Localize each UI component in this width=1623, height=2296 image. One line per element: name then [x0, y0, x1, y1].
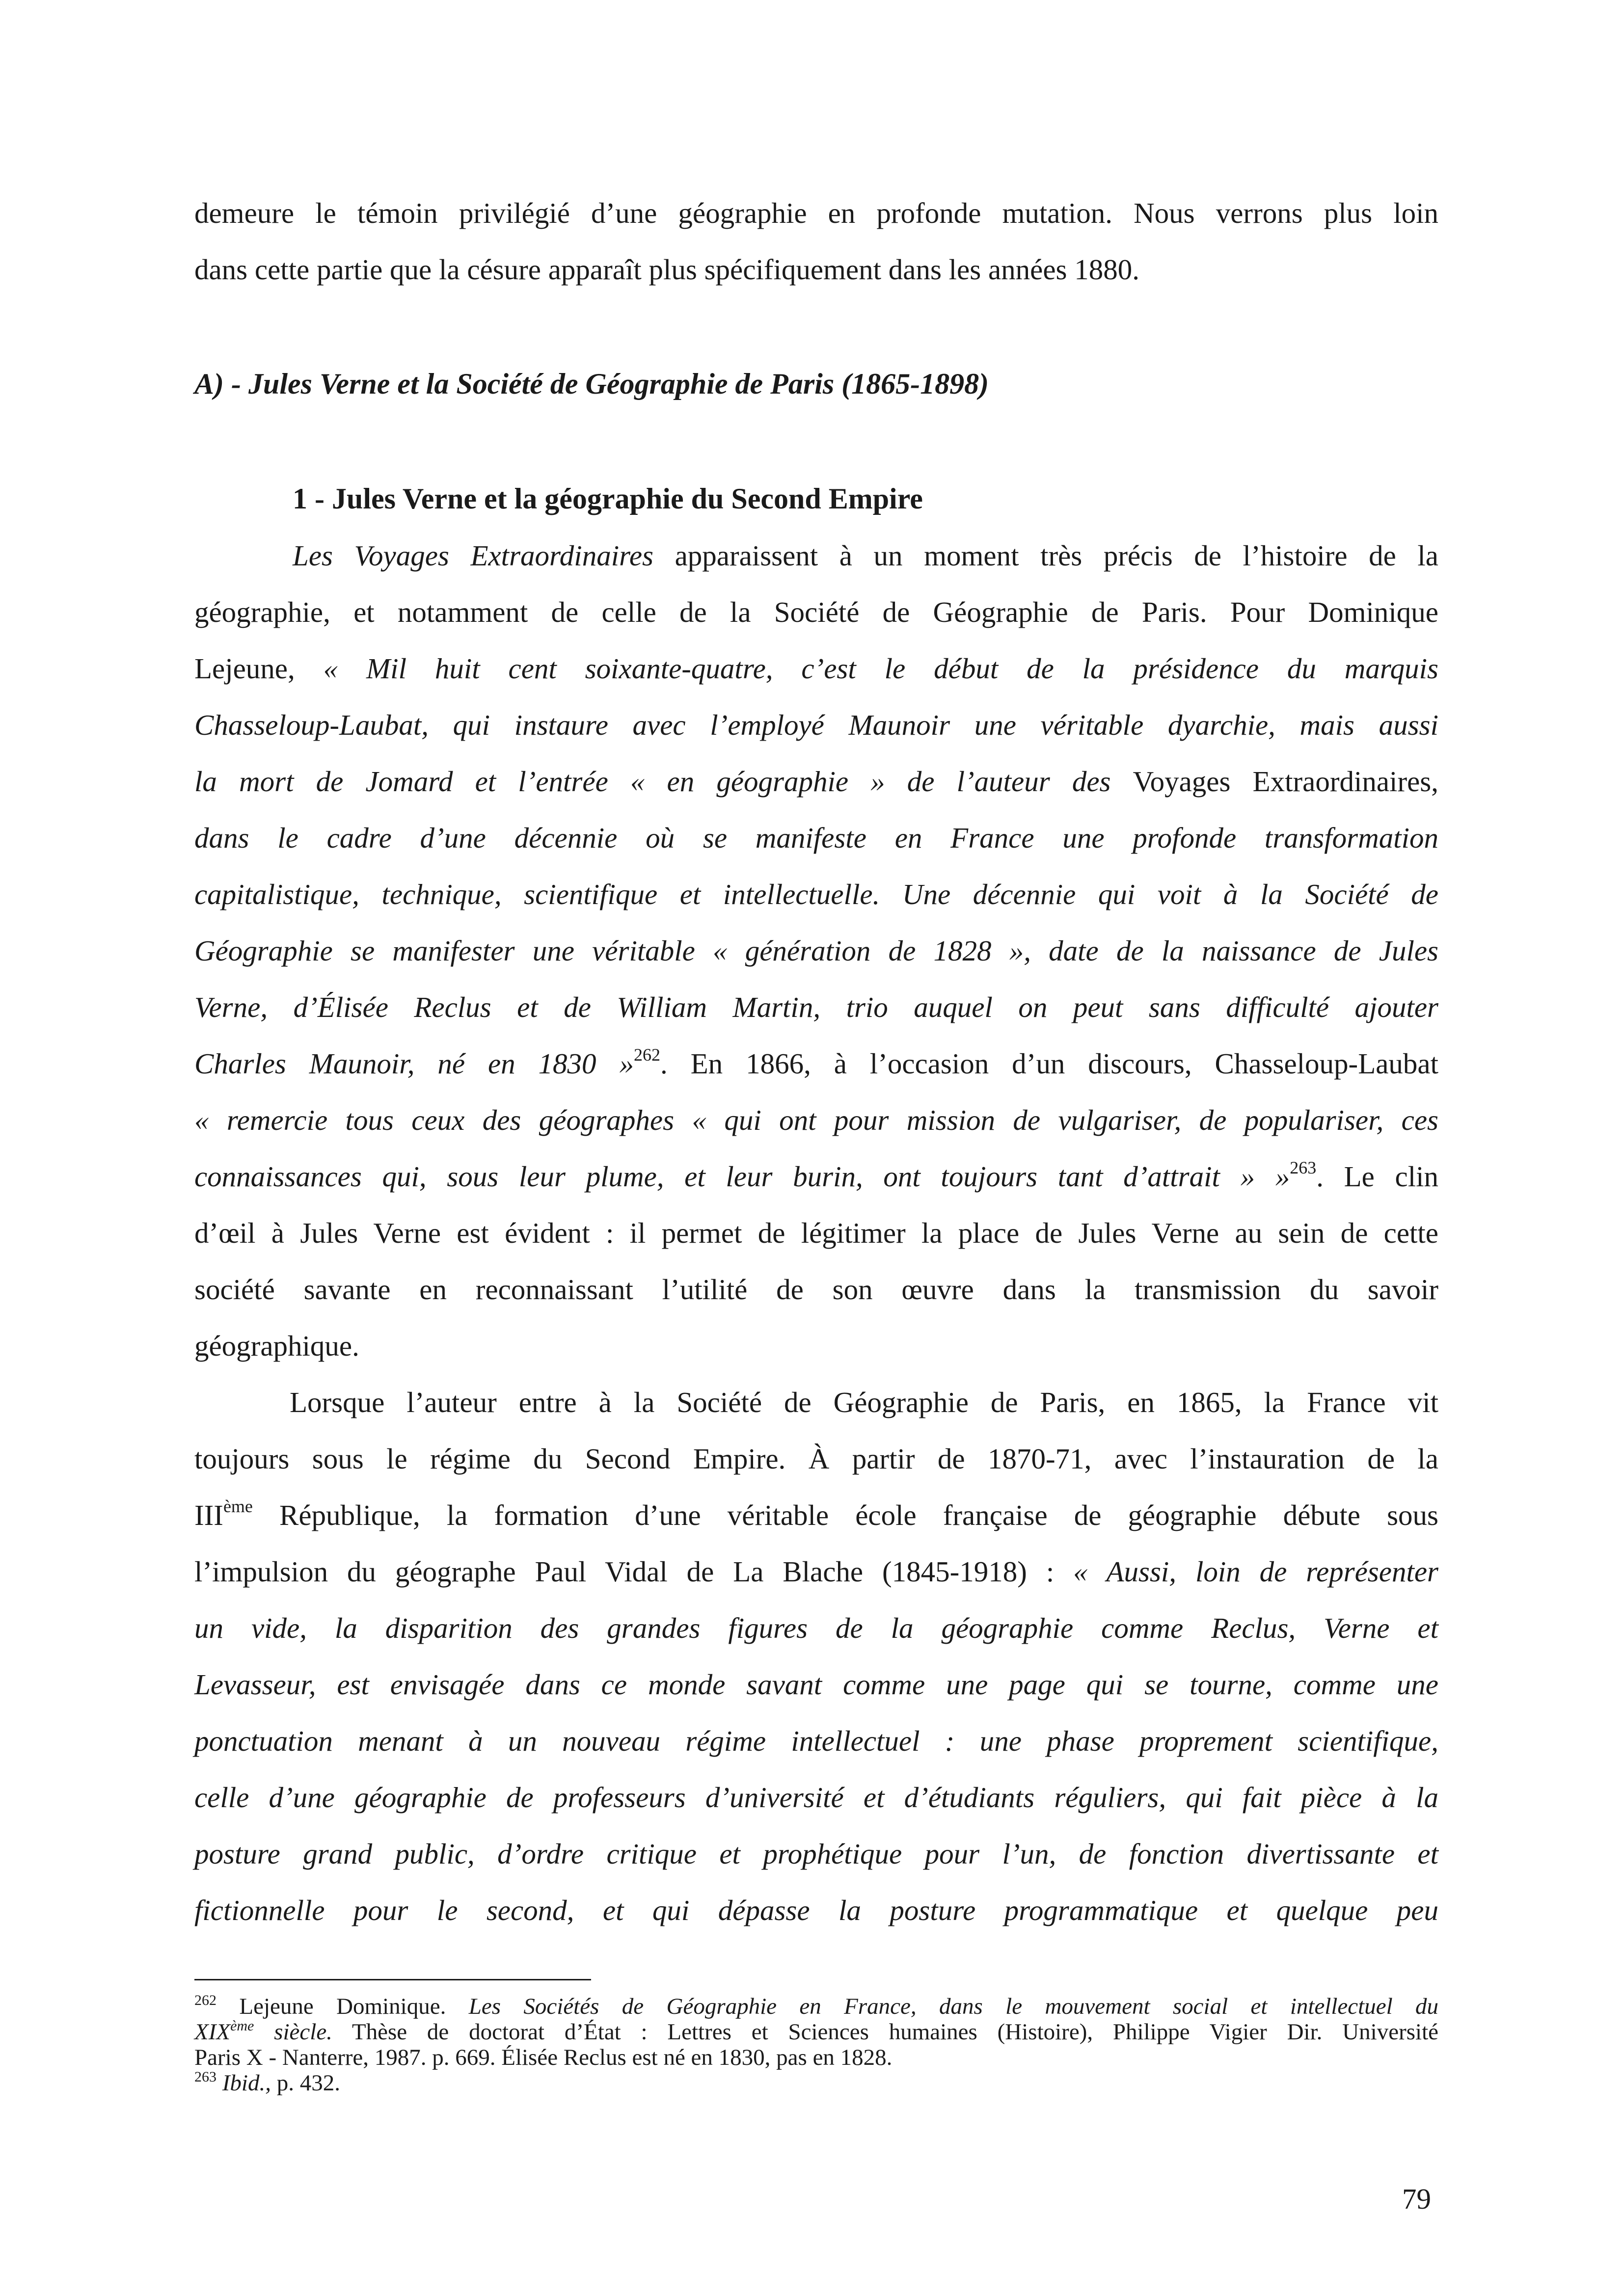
text-line: d’œil à Jules Verne est évident : il permet de légitimer la place de Jules Verne au sein de cette	[194, 1217, 1438, 1249]
text-line: ponctuation menant à un nouveau régime intellectuel : une phase proprement scientifique,	[194, 1725, 1438, 1757]
footnote-262: $^{262}$ Lejeune Dominique. Les Sociétés de Géographie en France, dans le mouvement social et intellectuel du	[194, 1992, 1439, 2019]
text-line: IIIème République, la formation d’une véritable école française de géographie débute sous	[194, 1496, 1438, 1531]
text-line: Lejeune, « Mil huit cent soixante-quatre, c’est le début de la présidence du marquis	[194, 652, 1438, 685]
page-number: 79	[1402, 2183, 1431, 2215]
text-line: celle d’une géographie de professeurs d’université et d’étudiants réguliers, qui fait pièce à la	[194, 1781, 1438, 1814]
text-line: Charles Maunoir, né en 1830 »$^{262}$. En 1866, à l’occasion d’un discours, Chasseloup-Laubat	[194, 1045, 1439, 1080]
text-line: « remercie tous ceux des géographes « qui ont pour mission de vulgariser, de populariser, ces	[194, 1104, 1438, 1136]
text-line: la mort de Jomard et l’entrée « en géographie » de l’auteur des Voyages Extraordinaires,	[194, 765, 1438, 798]
section-heading: A) - Jules Verne et la Société de Géographie de Paris (1865-1898)	[194, 368, 989, 400]
text-line: l’impulsion du géographe Paul Vidal de La Blache (1845-1918) : « Aussi, loin de représenter	[194, 1555, 1438, 1588]
text-line: Levasseur, est envisagée dans ce monde savant comme une page qui se tourne, comme une	[194, 1668, 1438, 1701]
text-line: toujours sous le régime du Second Empire. À partir de 1870-71, avec l’instauration de la	[194, 1442, 1438, 1475]
footnote-ref-263: 263	[1290, 1158, 1317, 1177]
footnote-divider	[194, 1979, 591, 1980]
text-line: dans cette partie que la césure apparaît plus spécifiquement dans les années 1880.	[194, 253, 1139, 286]
text-line: fictionnelle pour le second, et qui dépasse la posture programmatique et quelque peu	[194, 1894, 1438, 1926]
text-line: Verne, d’Élisée Reclus et de William Martin, trio auquel on peut sans difficulté ajouter	[194, 991, 1438, 1023]
text-line: Chasseloup-Laubat, qui instaure avec l’employé Maunoir une véritable dyarchie, mais aussi	[194, 709, 1438, 741]
text-line: dans le cadre d’une décennie où se manifeste en France une profonde transformation	[194, 822, 1438, 854]
text-line: capitalistique, technique, scientifique et intellectuelle. Une décennie qui voit à la Société de	[194, 878, 1438, 910]
text-line: demeure le témoin privilégié d’une géographie en profonde mutation. Nous verrons plus loin	[194, 197, 1438, 229]
footnote-262-cont: XIXème siècle. Thèse de doctorat d’État : Lettres et Sciences humaines (Histoire), Philippe Vigier Dir. Université	[194, 2018, 1439, 2045]
text-line: géographie, et notamment de celle de la Société de Géographie de Paris. Pour Dominique	[194, 596, 1438, 628]
subsection-heading: 1 - Jules Verne et la géographie du Second Empire	[293, 482, 923, 515]
footnote-263: $^{263}$ Ibid., p. 432.	[194, 2069, 340, 2096]
text-line: Les Voyages Extraordinaires apparaissent à un moment très précis de l’histoire de la	[293, 539, 1438, 572]
footnote-262-end: Paris X - Nanterre, 1987. p. 669. Élisée Reclus est né en 1830, pas en 1828.	[194, 2045, 893, 2070]
text-line: société savante en reconnaissant l’utilité de son œuvre dans la transmission du savoir	[194, 1273, 1438, 1306]
text-line: connaissances qui, sous leur plume, et leur burin, ont toujours tant d’attrait » »$^{263}$. Le clin	[194, 1158, 1439, 1193]
text-line: géographique.	[194, 1330, 359, 1362]
text-line: Géographie se manifester une véritable « génération de 1828 », date de la naissance de Jules	[194, 934, 1438, 967]
footnote-ref-262: 262	[633, 1045, 660, 1065]
text-line: posture grand public, d’ordre critique et prophétique pour l’un, de fonction divertissante et	[194, 1838, 1438, 1870]
text-line: Lorsque l’auteur entre à la Société de Géographie de Paris, en 1865, la France vit	[290, 1386, 1438, 1418]
text-line: un vide, la disparition des grandes figures de la géographie comme Reclus, Verne et	[194, 1612, 1438, 1644]
